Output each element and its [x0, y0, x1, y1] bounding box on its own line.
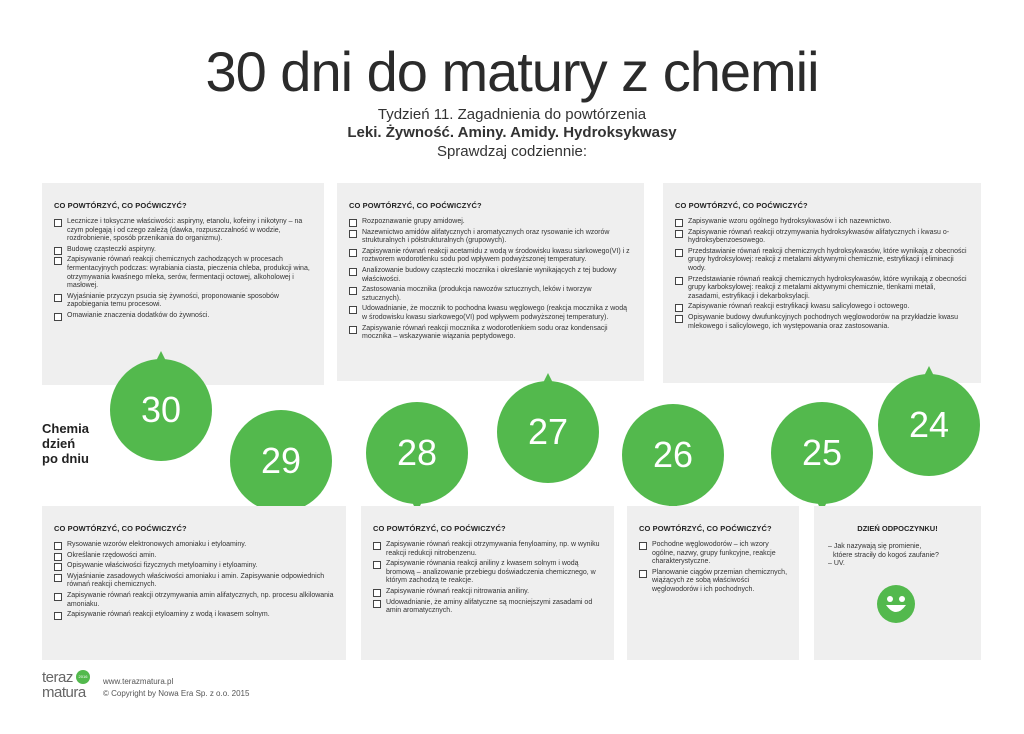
checkbox[interactable] [54, 294, 62, 302]
day-30-badge: 30 [110, 359, 212, 461]
checklist-item[interactable]: Opisywanie właściwości fizycznych metyloaminy i etyloaminy. [54, 562, 334, 571]
card-day-24 [663, 183, 981, 383]
checklist [373, 541, 602, 616]
checklist-item[interactable]: Pochodne węglowodorów – ich wzory ogólne, nazwy, grupy funkcyjne, reakcje charakterystyczne. [639, 541, 787, 567]
checkbox[interactable] [675, 230, 683, 238]
checklist-item[interactable]: Nazewnictwo amidów alifatycznych i aromatycznych oraz rysowanie ich wzorów strukturalnych i półstrukturalnych (grupowych). [349, 229, 632, 246]
checklist-item[interactable]: Zapisywanie równań reakcji acetamidu z wodą w środowisku kwasu siarkowego(VI) i z roztworem wodorotlenku sodu pod wpływem podwyższonej temperatury. [349, 248, 632, 265]
joke-line: – UV. [828, 560, 845, 568]
week-line: Tydzień 11. Zagadnienia do powtórzenia [377, 106, 647, 123]
checkbox[interactable] [675, 219, 683, 227]
checkbox[interactable] [349, 287, 357, 295]
checkbox[interactable] [349, 219, 357, 227]
checklist [675, 218, 969, 331]
footer-copyright: © Copyright by Nowa Era Sp. z o.o. 2015 [103, 689, 250, 698]
joke-line: któere straciły do kogoś zaufanie? [833, 551, 939, 559]
checkbox[interactable] [639, 570, 647, 578]
day-26-badge: 26 [622, 404, 724, 506]
card-day-26 [627, 506, 799, 660]
topics-line: Leki. Żywność. Aminy. Amidy. Hydroksykwasy [347, 124, 677, 141]
card-heading: CO POWTÓRZYĆ, CO POĆWICZYĆ? [349, 201, 482, 210]
footer-url[interactable]: www.terazmatura.pl [103, 677, 174, 686]
day-27-badge: 27 [497, 381, 599, 483]
card-day-28 [361, 506, 614, 660]
checklist [54, 541, 334, 620]
day-25-badge: 25 [771, 402, 873, 504]
checklist [639, 541, 787, 595]
checklist-item[interactable]: Rysowanie wzorów elektronowych amoniaku i etyloaminy. [54, 541, 334, 550]
checklist-item[interactable]: Udowadnianie, że aminy alifatyczne są mocniejszymi zasadami od amin aromatycznych. [373, 599, 602, 616]
checklist-item[interactable]: Opisywanie budowy dwufunkcyjnych pochodnych węglowodorów na przykładzie kwasu mlekowego i salicylowego, ich występowania oraz zastosowania. [675, 314, 969, 331]
checkbox[interactable] [373, 589, 381, 597]
checklist-item[interactable]: Udowadnianie, że mocznik to pochodna kwasu węglowego (reakcja mocznika z wodą w środowisku kwasu siarkowego(VI) pod wpływem podwyższonej temperatury). [349, 305, 632, 322]
teraz-matura-logo: teraz 2016 matura [42, 669, 94, 705]
card-day-27 [337, 183, 644, 381]
checklist-item[interactable]: Zapisywanie równań reakcji chemicznych zachodzących w procesach fermentacyjnych podczas: wyrabiania ciasta, pieczenia chleba, produkcji wina, otrzymywania kwaśnego mleka, serów, fermentacji octowej, alkoholowej i masłowej. [54, 256, 312, 290]
card-heading: CO POWTÓRZYĆ, CO POĆWICZYĆ? [54, 524, 187, 533]
check-daily-line: Sprawdzaj codziennie: [436, 143, 588, 160]
checkbox[interactable] [675, 277, 683, 285]
checklist-item[interactable]: Zapisywanie równań reakcji etyloaminy z wodą i kwasem solnym. [54, 611, 334, 620]
checkbox[interactable] [675, 315, 683, 323]
checklist-item[interactable]: Planowanie ciągów przemian chemicznych, wiążących ze sobą właściwości węglowodorów i ich pochodnych. [639, 569, 787, 595]
checkbox[interactable] [349, 268, 357, 276]
checkbox[interactable] [675, 304, 683, 312]
joke-line: – Jak nazywają się promienie, [828, 543, 922, 550]
checklist-item[interactable]: Określanie rzędowości amin. [54, 552, 334, 561]
checkbox[interactable] [675, 249, 683, 257]
day-24-badge: 24 [878, 374, 980, 476]
checklist-item[interactable]: Zapisywanie równań reakcji nitrowania aniliny. [373, 588, 602, 597]
card-day-30 [42, 183, 324, 385]
checkbox[interactable] [373, 561, 381, 569]
checkbox[interactable] [54, 542, 62, 550]
smiley-icon [877, 585, 915, 623]
checklist-item[interactable]: Zapisywanie równania reakcji aniliny z kwasem solnym i wodą bromową – analizowanie przebiegu doświadczenia chemicznego, w którym zachodzą te reakcje. [373, 560, 602, 586]
checklist-item[interactable]: Zastosowania mocznika (produkcja nawozów sztucznych, leków i tworzyw sztucznych). [349, 286, 632, 303]
side-label: Chemia dzień po dniu [42, 421, 89, 466]
card-heading: CO POWTÓRZYĆ, CO POĆWICZYĆ? [639, 524, 772, 533]
checkbox[interactable] [373, 542, 381, 550]
checkbox[interactable] [54, 574, 62, 582]
card-day-29 [42, 506, 346, 660]
checkbox[interactable] [349, 306, 357, 314]
checklist [54, 218, 312, 321]
checkbox[interactable] [54, 247, 62, 255]
card-heading: CO POWTÓRZYĆ, CO POĆWICZYĆ? [373, 524, 506, 533]
checkbox[interactable] [349, 230, 357, 238]
checklist-item[interactable]: Przedstawianie równań reakcji chemicznych hydroksykwasów, które wynikają z obecności grupy hydroksylowej: reakcji z metalami aktywnymi chemicznie, estryfikacji i eliminacji wody. [675, 248, 969, 274]
checklist-item[interactable]: Analizowanie budowy cząsteczki mocznika i określanie wynikających z tej budowy właściwości. [349, 267, 632, 284]
rest-day-title: DZIEŃ ODPOCZYNKU! [857, 524, 938, 533]
card-heading: CO POWTÓRZYĆ, CO POĆWICZYĆ? [54, 201, 187, 210]
checklist-item[interactable]: Lecznicze i toksyczne właściwości: aspiryny, etanolu, kofeiny i nikotyny – na czym polegają i od czego zależą (dawka, rozpuszczalność w wodzie, rozdrobnienie, sposób przenikania do organizmu). [54, 218, 312, 244]
checklist-item[interactable]: Omawianie znaczenia dodatków do żywności. [54, 312, 312, 321]
checklist-item[interactable]: Zapisywanie wzoru ogólnego hydroksykwasów i ich nazewnictwo. [675, 218, 969, 227]
checkbox[interactable] [54, 257, 62, 265]
checkbox[interactable] [373, 600, 381, 608]
checklist-item[interactable]: Rozpoznawanie grupy amidowej. [349, 218, 632, 227]
checklist-item[interactable]: Zapisywanie równań reakcji otrzymywania fenyloaminy, np. w wyniku reakcji redukcji nitrobenzenu. [373, 541, 602, 558]
logo-badge: 2016 [76, 670, 90, 684]
checkbox[interactable] [349, 249, 357, 257]
card-day-25-rest [814, 506, 981, 660]
checkbox[interactable] [54, 593, 62, 601]
checklist [349, 218, 632, 342]
checkbox[interactable] [54, 313, 62, 321]
checklist-item[interactable]: Zapisywanie równań reakcji estryfikacji kwasu salicylowego i octowego. [675, 303, 969, 312]
checklist-item[interactable]: Zapisywanie równań reakcji otrzymywania hydroksykwasów alifatycznych i kwasu o-hydroksybenzoesowego. [675, 229, 969, 246]
checklist-item[interactable]: Przedstawianie równań reakcji chemicznych hydroksykwasów, które wynikają z obecności grupy karboksylowej: reakcji z metalami aktywnymi chemicznie, tlenkami metali, zasadami, estryfikacji i dekarboksylacji. [675, 276, 969, 302]
checklist-item[interactable]: Budowę cząsteczki aspiryny. [54, 246, 312, 255]
checkbox[interactable] [54, 563, 62, 571]
checkbox[interactable] [54, 612, 62, 620]
card-heading: CO POWTÓRZYĆ, CO POĆWICZYĆ? [675, 201, 808, 210]
day-28-badge: 28 [366, 402, 468, 504]
day-29-badge: 29 [230, 410, 332, 512]
checklist-item[interactable]: Wyjaśnianie przyczyn psucia się żywności, proponowanie sposobów zapobiegania temu procesowi. [54, 293, 312, 310]
checklist-item[interactable]: Wyjaśnianie zasadowych właściwości amoniaku i amin. Zapisywanie odpowiednich równań reakcji chemicznych. [54, 573, 334, 590]
checkbox[interactable] [639, 542, 647, 550]
checkbox[interactable] [54, 219, 62, 227]
checklist-item[interactable]: Zapisywanie równań reakcji mocznika z wodorotlenkiem sodu oraz kondensacji mocznika – wskazywanie wiązania peptydowego. [349, 325, 632, 342]
checkbox[interactable] [54, 553, 62, 561]
checkbox[interactable] [349, 326, 357, 334]
checklist-item[interactable]: Zapisywanie równań reakcji otrzymywania amin alifatycznych, np. procesu alkilowania amoniaku. [54, 592, 334, 609]
page-title: 30 dni do matury z chemii [205, 40, 819, 103]
